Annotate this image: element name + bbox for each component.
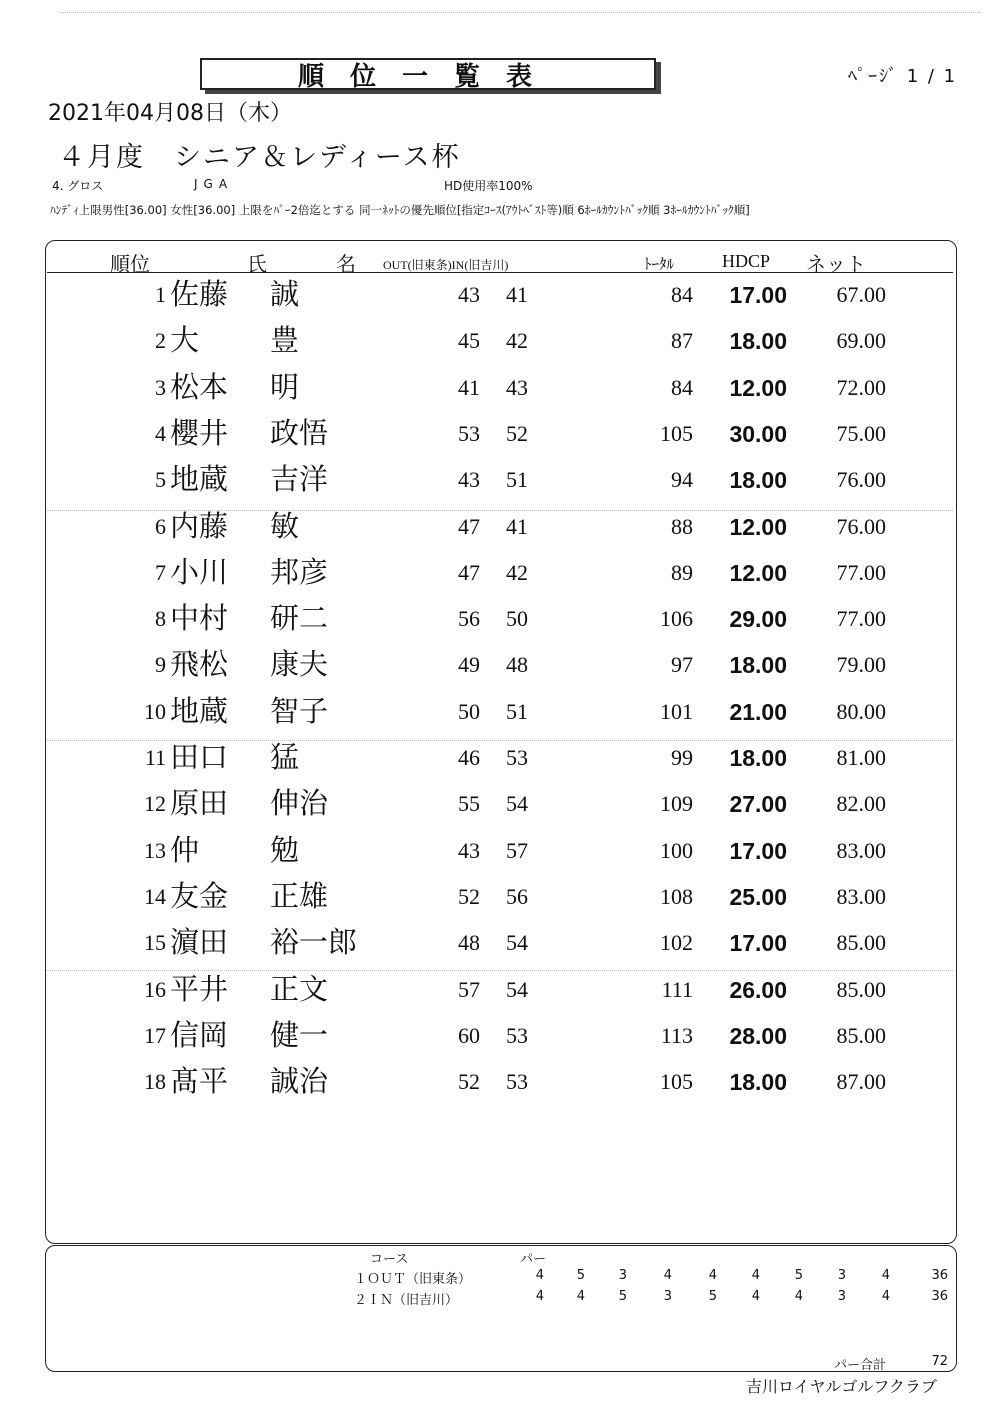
out-score: 47 (458, 513, 480, 539)
page-title: 順位一覧表 (200, 58, 656, 90)
table-row (0, 781, 1000, 827)
last-name: 大 (170, 325, 200, 358)
course-name-out: １ＯＵＴ（旧東条） (354, 1272, 472, 1287)
hole-par: 4 (663, 1268, 672, 1283)
in-score: 54 (506, 976, 528, 1002)
last-name: 櫻井 (170, 417, 229, 450)
first-name: 吉洋 (270, 464, 329, 497)
in-score: 42 (506, 328, 528, 354)
handicap-note: ﾊﾝﾃﾞｨ上限男性[36.00] 女性[36.00] 上限をﾊﾟｰ2倍迄とする 同一ﾈｯﾄの優先順位[指定ｺｰｽ(ｱｳﾄﾍﾞｽﾄ等)順 6ﾎｰﾙｶｳﾝﾄﾊﾞｯｸ順 3ﾎｰﾙｶｳﾝﾄﾊﾞｯｸ順] (50, 203, 750, 217)
player-name (170, 457, 328, 503)
hole-par: 4 (535, 1268, 544, 1283)
rank-cell: 9 (155, 652, 166, 678)
net-score: 80.00 (836, 698, 886, 724)
in-score: 43 (506, 374, 528, 400)
total-score: 102 (660, 930, 693, 956)
hdcp-value: 18.00 (729, 652, 787, 679)
table-row (0, 272, 1000, 318)
hdcp-value: 18.00 (729, 745, 787, 771)
header-total: ﾄｰﾀﾙ (644, 257, 675, 273)
first-name: 猛 (270, 742, 300, 774)
hdcp-value: 17.00 (729, 930, 787, 957)
table-row (0, 967, 1000, 1013)
last-name: 内藤 (170, 510, 229, 543)
in-score: 48 (506, 652, 528, 678)
first-name: 健一 (270, 1019, 329, 1052)
player-name (170, 550, 328, 596)
table-row (0, 642, 1000, 688)
hdcp-value: 30.00 (729, 420, 787, 447)
player-name (170, 272, 299, 318)
hole-par: 3 (837, 1289, 846, 1304)
out-score: 43 (458, 837, 480, 863)
table-row (0, 550, 1000, 596)
rank-cell: 7 (155, 559, 166, 585)
hole-par: 4 (751, 1268, 760, 1283)
hdcp-value: 17.00 (729, 282, 787, 308)
hdcp-value: 27.00 (729, 791, 787, 818)
in-score: 53 (506, 1022, 528, 1048)
player-name (170, 920, 357, 966)
hole-par: 4 (794, 1289, 803, 1304)
in-score: 53 (506, 1069, 528, 1095)
table-row (0, 1013, 1000, 1059)
hdcp-value: 21.00 (729, 698, 787, 725)
net-score: 87.00 (836, 1069, 886, 1095)
total-score: 105 (660, 420, 693, 446)
net-score: 79.00 (836, 652, 886, 678)
association: JGA (194, 177, 234, 191)
hdcp-value: 12.00 (729, 559, 787, 586)
net-score: 72.00 (836, 374, 886, 400)
course-name-in: ２ＩＮ（旧吉川） (354, 1293, 459, 1308)
table-row (0, 874, 1000, 920)
first-name: 勉 (270, 834, 300, 867)
first-name: 正文 (270, 973, 329, 1006)
in-score: 57 (506, 837, 528, 863)
net-score: 76.00 (836, 513, 886, 539)
in-score: 54 (506, 930, 528, 956)
player-name (170, 781, 328, 827)
out-score: 43 (458, 467, 480, 493)
out-score: 45 (458, 328, 480, 354)
out-score: 60 (458, 1022, 480, 1048)
hdcp-value: 28.00 (729, 1022, 787, 1049)
total-score: 97 (671, 652, 693, 678)
last-name: 中村 (170, 603, 229, 636)
rank-cell: 16 (144, 976, 166, 1002)
par-total-value: 72 (931, 1354, 948, 1369)
rank-cell: 10 (144, 698, 166, 724)
in-score: 41 (506, 282, 528, 307)
player-name (170, 967, 328, 1013)
rank-cell: 1 (155, 282, 166, 307)
last-name: 小川 (170, 556, 229, 589)
first-name: 裕一郎 (270, 927, 358, 960)
header-name-2: 名 (336, 254, 356, 276)
course-par-total: 36 (931, 1268, 948, 1283)
event-date: 2021年04月08日（木） (48, 101, 292, 126)
table-row (0, 735, 1000, 781)
total-score: 99 (671, 745, 693, 770)
hole-par: 3 (618, 1268, 627, 1283)
net-score: 81.00 (836, 745, 886, 770)
player-name (170, 828, 299, 874)
player-name (170, 1013, 328, 1059)
total-score: 84 (671, 374, 693, 400)
player-name (170, 504, 299, 550)
net-score: 76.00 (836, 467, 886, 493)
last-name: 松本 (170, 371, 229, 404)
net-score: 69.00 (836, 328, 886, 354)
last-name: 平井 (170, 973, 229, 1006)
total-score: 111 (661, 976, 693, 1002)
player-name (170, 318, 299, 364)
first-name: 誠 (270, 279, 300, 311)
last-name: 原田 (170, 788, 229, 821)
net-score: 85.00 (836, 930, 886, 956)
rank-cell: 6 (155, 513, 166, 539)
hdcp-value: 29.00 (729, 606, 787, 633)
hole-par: 5 (618, 1289, 627, 1304)
out-score: 50 (458, 698, 480, 724)
out-score: 56 (458, 606, 480, 632)
last-name: 髙平 (170, 1066, 229, 1099)
total-score: 94 (671, 467, 693, 493)
hdcp-value: 18.00 (729, 467, 787, 494)
table-row (0, 828, 1000, 874)
total-score: 106 (660, 606, 693, 632)
rank-cell: 15 (144, 930, 166, 956)
rank-cell: 8 (155, 606, 166, 632)
hdcp-value: 18.00 (729, 328, 787, 355)
first-name: 政悟 (270, 417, 329, 450)
out-score: 55 (458, 791, 480, 817)
last-name: 信岡 (170, 1019, 229, 1052)
total-score: 108 (660, 883, 693, 909)
total-score: 89 (671, 559, 693, 585)
first-name: 康夫 (270, 649, 329, 682)
table-row (0, 318, 1000, 364)
in-score: 53 (506, 745, 528, 770)
table-row (0, 1059, 1000, 1105)
rank-cell: 18 (144, 1069, 166, 1095)
rank-cell: 2 (155, 328, 166, 354)
hole-par: 4 (881, 1268, 890, 1283)
hole-par: 5 (794, 1268, 803, 1283)
par-label: パー (520, 1252, 547, 1267)
first-name: 明 (270, 371, 300, 404)
hdcp-value: 26.00 (729, 976, 787, 1003)
rank-cell: 4 (155, 420, 166, 446)
hole-par: 4 (535, 1289, 544, 1304)
page-number: ﾍﾟｰｼﾞ 1 / 1 (848, 66, 958, 87)
hole-par: 5 (708, 1289, 717, 1304)
net-score: 83.00 (836, 837, 886, 863)
last-name: 佐藤 (170, 279, 229, 311)
in-score: 41 (506, 513, 528, 539)
rank-cell: 14 (144, 883, 166, 909)
in-score: 42 (506, 559, 528, 585)
rank-cell: 13 (144, 837, 166, 863)
last-name: 濵田 (170, 927, 229, 960)
table-row (0, 457, 1000, 503)
net-score: 82.00 (836, 791, 886, 817)
hole-par: 4 (708, 1268, 717, 1283)
in-score: 50 (506, 606, 528, 632)
course-par-total: 36 (931, 1289, 948, 1304)
total-score: 109 (660, 791, 693, 817)
net-score: 83.00 (836, 883, 886, 909)
rank-cell: 5 (155, 467, 166, 493)
net-score: 67.00 (836, 282, 886, 307)
header-rank: 順位 (110, 254, 150, 276)
table-row (0, 596, 1000, 642)
player-name (170, 642, 328, 688)
hdcp-value: 18.00 (729, 1069, 787, 1096)
hole-par: 4 (751, 1289, 760, 1304)
last-name: 飛松 (170, 649, 229, 682)
total-score: 105 (660, 1069, 693, 1095)
out-score: 53 (458, 420, 480, 446)
player-name (170, 735, 299, 781)
out-score: 49 (458, 652, 480, 678)
last-name: 仲 (170, 834, 200, 867)
hdcp-value: 17.00 (729, 837, 787, 864)
first-name: 邦彦 (270, 556, 329, 589)
hole-par: 5 (576, 1268, 585, 1283)
last-name: 地蔵 (170, 695, 229, 728)
rank-cell: 11 (144, 745, 166, 770)
net-score: 77.00 (836, 559, 886, 585)
net-score: 85.00 (836, 1022, 886, 1048)
header-name-1: 氏 (247, 254, 267, 276)
out-score: 43 (458, 282, 480, 307)
in-score: 56 (506, 883, 528, 909)
out-score: 52 (458, 1069, 480, 1095)
player-name (170, 596, 328, 642)
header-hdcp: HDCP (722, 251, 771, 271)
hdcp-value: 25.00 (729, 883, 787, 910)
player-name (170, 1059, 328, 1105)
net-score: 85.00 (836, 976, 886, 1002)
out-score: 52 (458, 883, 480, 909)
table-row (0, 365, 1000, 411)
par-total-label: パー合計 (834, 1358, 887, 1373)
table-row (0, 411, 1000, 457)
out-score: 57 (458, 976, 480, 1002)
first-name: 智子 (270, 695, 329, 728)
out-score: 47 (458, 559, 480, 585)
total-score: 101 (660, 698, 693, 724)
total-score: 87 (671, 328, 693, 354)
in-score: 51 (506, 698, 528, 724)
player-name (170, 874, 328, 920)
hole-par: 3 (837, 1268, 846, 1283)
in-score: 52 (506, 420, 528, 446)
total-score: 84 (671, 282, 693, 307)
table-row (0, 504, 1000, 550)
last-name: 地蔵 (170, 464, 229, 497)
first-name: 敏 (270, 510, 300, 543)
hole-par: 3 (663, 1289, 672, 1304)
top-dotted-rule (60, 12, 980, 13)
hole-par: 4 (881, 1289, 890, 1304)
first-name: 誠治 (270, 1066, 329, 1099)
out-score: 41 (458, 374, 480, 400)
in-score: 51 (506, 467, 528, 493)
hole-par: 4 (576, 1289, 585, 1304)
first-name: 豊 (270, 325, 300, 358)
hdcp-value: 12.00 (729, 374, 787, 401)
rank-cell: 12 (144, 791, 166, 817)
in-score: 54 (506, 791, 528, 817)
rank-cell: 17 (144, 1022, 166, 1048)
hdcp-value: 12.00 (729, 513, 787, 540)
first-name: 伸治 (270, 788, 329, 821)
net-score: 75.00 (836, 420, 886, 446)
first-name: 研二 (270, 603, 329, 636)
last-name: 田口 (170, 742, 229, 774)
player-name (170, 689, 328, 735)
header-net: ネット (806, 254, 866, 276)
total-score: 100 (660, 837, 693, 863)
course-par-frame (45, 1245, 957, 1372)
table-row (0, 689, 1000, 735)
net-score: 77.00 (836, 606, 886, 632)
scoring-mode: 4. グロス (52, 179, 104, 193)
out-score: 46 (458, 745, 480, 770)
course-label: コース (370, 1252, 409, 1267)
club-name: 吉川ロイヤルゴルフクラブ (746, 1377, 937, 1396)
player-name (170, 411, 328, 457)
first-name: 正雄 (270, 880, 329, 913)
total-score: 113 (660, 1022, 693, 1048)
total-score: 88 (671, 513, 693, 539)
rank-cell: 3 (155, 374, 166, 400)
header-out-in: OUT(旧東条)IN(旧吉川) (383, 258, 509, 272)
hd-usage-rate: HD使用率100% (444, 179, 533, 193)
last-name: 友金 (170, 880, 229, 913)
event-name: ４月度 シニア＆レディース杯 (58, 142, 461, 173)
player-name (170, 365, 299, 411)
table-row (0, 920, 1000, 966)
out-score: 48 (458, 930, 480, 956)
